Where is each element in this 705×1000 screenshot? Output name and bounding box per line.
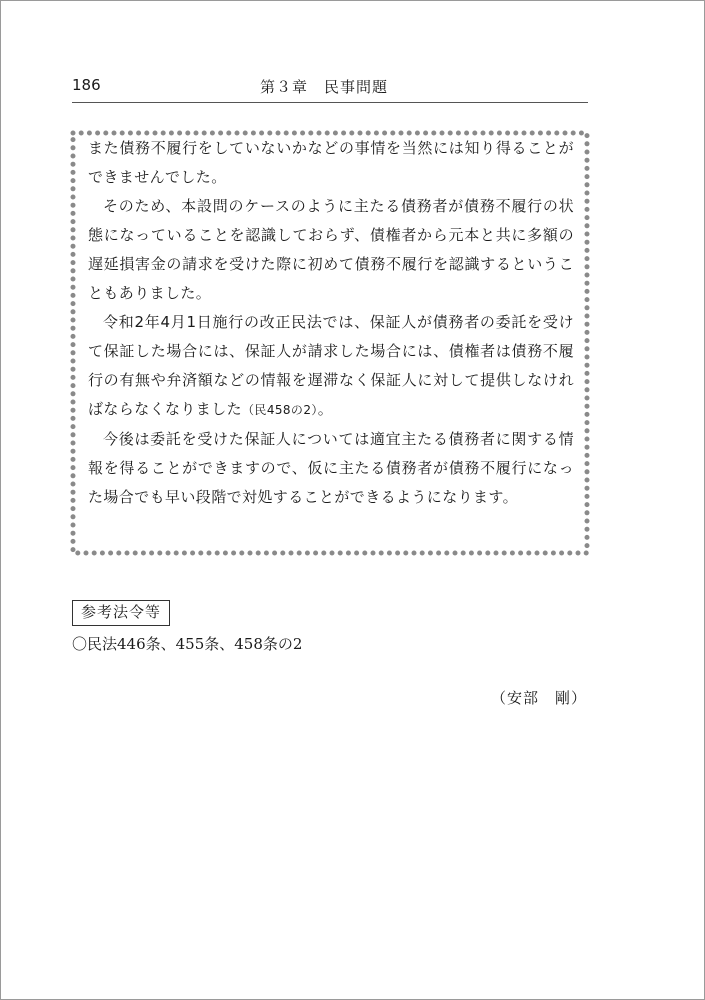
box-body	[88, 134, 574, 512]
running-head: 第３章 民事問題	[260, 78, 389, 96]
box-paragraph-1: また債務不履行をしていないかなどの事情を当然には知り得ることができませんでした。	[88, 139, 574, 186]
page-header	[72, 76, 588, 103]
box-paragraph-2: そのため、本設問のケースのように主たる債務者が債務不履行の状態になっていることを認識しておらず、債権者から元本と共に多額の遅延損害金の請求を受けた際に初めて債務不履行を認識するということもありました。	[88, 197, 574, 302]
reference-list: 〇民法446条、455条、458条の2	[72, 635, 303, 653]
statute-reference: （民458の2）	[242, 403, 318, 417]
dotted-box-section	[70, 130, 590, 556]
reference-heading: 参考法令等	[72, 600, 170, 626]
box-paragraph-4: 今後は委託を受けた保証人については適宜主たる債務者に関する情報を得ることができますので、仮に主たる債務者が債務不履行になった場合でも早い段階で対処することができるようになります。	[88, 430, 574, 506]
author-credit: （安部 剛）	[490, 689, 587, 707]
box-paragraph-3: 令和2年4月1日施行の改正民法では、保証人が債務者の委託を受けて保証した場合には、保証人が請求した場合には、債権者は債務不履行の有無や弁済額などの情報を遅滞なく保証人に対して提供しなければならなくなりました（民458の2）。	[88, 313, 574, 418]
page-number: 186	[72, 76, 101, 94]
